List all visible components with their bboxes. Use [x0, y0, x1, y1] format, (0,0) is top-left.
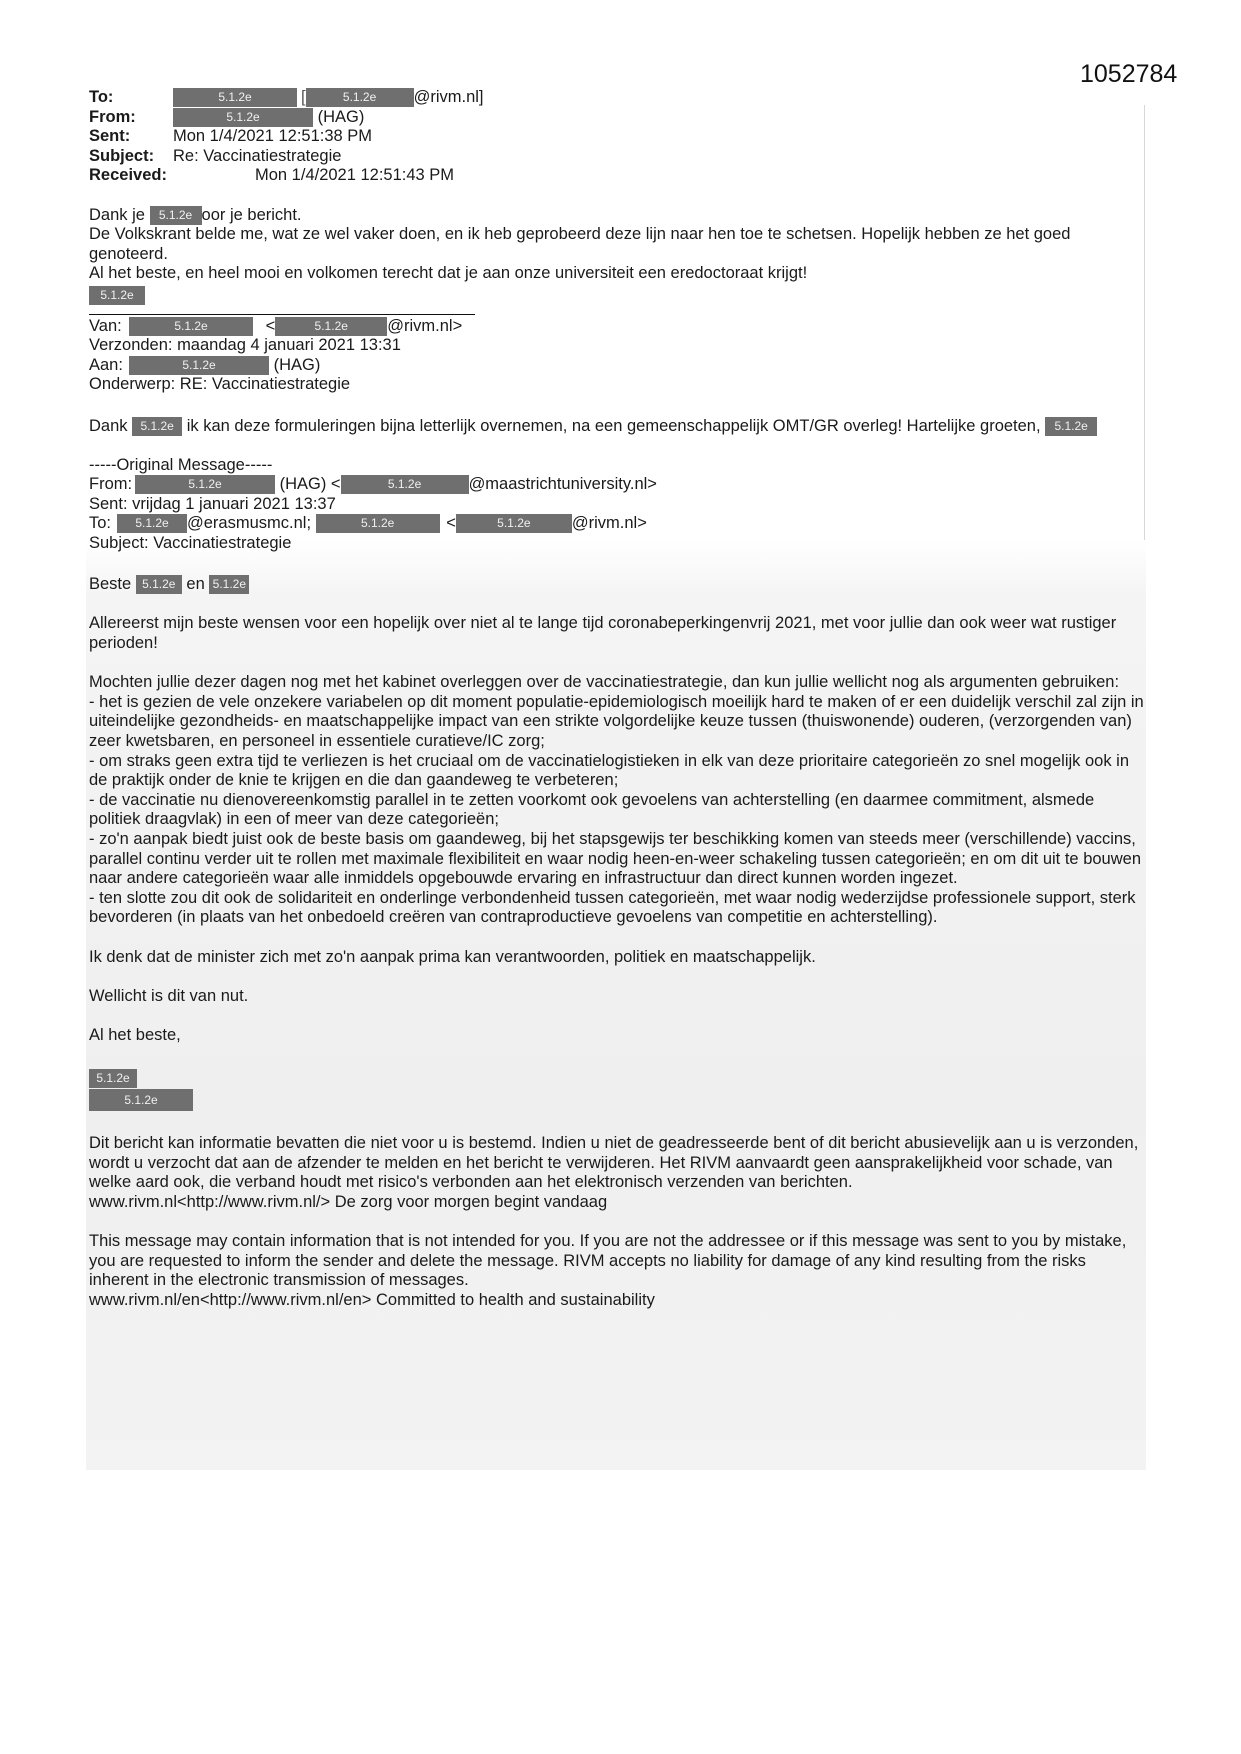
reply-paragraph: De Volkskrant belde me, wat ze wel vaker doen, en ik heb geprobeerd deze lijn naar hen toe te schetsen. Hopelijk hebben ze het goed genoteerd. [89, 225, 1071, 263]
from-label: From: [89, 107, 136, 126]
reply-greeting-pre: Dank je [89, 205, 145, 224]
paragraph-closing: Al het beste, [89, 1025, 181, 1044]
redaction-box: 5.1.2e [173, 108, 313, 127]
argument-line: Mochten jullie dezer dagen nog met het kabinet overleggen over de vaccinatiestrategie, dan kun jullie wellicht nog als argumenten gebruiken: [89, 673, 1120, 692]
disclaimer-en: This message may contain information that is not intended for you. If you are not the addressee or if this message was sent to you by mistake, you are requested to inform the sender and delete the message. RIVM accepts no liability for damage of any kind resulting from the risks inherent in the electronic transmission of messages. [89, 1232, 1127, 1290]
original-to-suffix: @rivm.nl> [571, 514, 647, 533]
redaction-box: 5.1.2e [89, 286, 145, 305]
van-suffix: @rivm.nl> [387, 316, 463, 335]
original-greeting [89, 573, 1144, 595]
reply-greeting [89, 206, 1144, 226]
original-from-mid: (HAG) < [279, 475, 341, 494]
disclaimer-nl: Dit bericht kan informatie bevatten die niet voor u is bestemd. Indien u niet de geadresseerde bent of dit bericht abusievelijk aan u is verzonden, wordt u verzocht dat aan de afzender te melden en het bericht te verwijderen. Het RIVM aanvaardt geen aansprakelijkheid voor schade, van welke aard ook, die verband houdt met risico's verbonden aan het elektronisch verzenden van berichten. [89, 1134, 1139, 1192]
argument-line: - zo'n aanpak biedt juist ook de beste basis om gaandeweg, bij het stapsgewijs ter beschikking komen van steeds meer (verschillende) vaccins, parallel continu verder uit te rollen met maximale flexibiliteit en waar nodig heen-en-weer schakeling tussen categorieën; en om dit uit te bouwen naar andere categorieën waar alle inmiddels opgebouwde ervaring en infrastructuur dan direct kunnen worden ingezet. [89, 829, 1141, 888]
disclaimer-en-link: www.rivm.nl/en<http://www.rivm.nl/en> Committed to health and sustainability [89, 1291, 655, 1310]
original-to-label: To: [89, 514, 112, 533]
redaction-box: 5.1.2e [136, 575, 182, 594]
sent-value: Mon 1/4/2021 12:51:38 PM [173, 127, 373, 146]
redaction-box: 5.1.2e [129, 317, 253, 336]
greeting-pre: Beste [89, 575, 132, 594]
redaction-box: 5.1.2e [1045, 417, 1097, 436]
to-suffix: @rivm.nl] [413, 88, 484, 106]
greeting-mid: en [186, 575, 205, 594]
redaction-box: 5.1.2e [129, 356, 269, 375]
forward-verzonden-row: Verzonden: maandag 4 januari 2021 13:31 [89, 336, 401, 355]
original-separator: -----Original Message----- [89, 455, 273, 474]
forward-aan-row [89, 356, 1144, 376]
redaction-box: 5.1.2e [275, 317, 387, 336]
original-subject-row: Subject: Vaccinatiestrategie [89, 534, 292, 553]
redaction-box: 5.1.2e [89, 1089, 193, 1111]
redaction-box: 5.1.2e [341, 475, 469, 494]
received-label: Received: [89, 166, 167, 185]
original-sent-row: Sent: vrijdag 1 januari 2021 13:37 [89, 494, 336, 513]
aan-label: Aan: [89, 355, 123, 374]
redaction-box: 5.1.2e [456, 514, 572, 533]
received-value: Mon 1/4/2021 12:51:43 PM [255, 166, 455, 185]
header-to-row: To: 5.1.2e [ 5.1.2e @rivm.nl] [89, 88, 484, 106]
aan-suffix: (HAG) [273, 355, 321, 374]
original-to-row: To: 5.1.2e @erasmusmc.nl; 5.1.2e < 5.1.2e @rivm.nl> [89, 514, 647, 533]
redaction-box: 5.1.2e [117, 514, 187, 533]
header-subject-row [89, 147, 1144, 167]
forward-onderwerp-row: Onderwerp: RE: Vaccinatiestrategie [89, 375, 351, 394]
disclaimer-nl-link: www.rivm.nl<http://www.rivm.nl/> De zorg voor morgen begint vandaag [89, 1193, 608, 1212]
forward-body [89, 415, 1144, 437]
argument-line: - ten slotte zou dit ook de solidariteit en onderlinge verbondenheid tussen categorieën, met waar nodig wederzijdse professionele support, sterk bevorderen (in plaats van het onbedoeld creëren van contraproductieve gevoelens van competitie en achterstelling). [89, 888, 1136, 927]
redaction-box: 5.1.2e [132, 417, 182, 436]
forward-van-row: Van: 5.1.2e < 5.1.2e @rivm.nl> [89, 316, 463, 335]
redaction-box: 5.1.2e [316, 514, 440, 533]
original-from-row [89, 475, 1144, 495]
argument-line: - het is gezien de vele onzekere variabelen op dit moment populatie-epidemiologisch moeilijk hard te maken of er een duidelijk verschil zal zijn in uiteindelijke gezondheids- en maatschappelijke impact van een strikte volgordelijke keuze tussen (thuiswonende) ouderen, (verzorgenden van) zeer kwetsbaren, en personeel in essentiele curatieve/IC zorg; [89, 692, 1144, 750]
paragraph-minister: Ik denk dat de minister zich met zo'n aanpak prima kan verantwoorden, politiek en maatschappelijk. [89, 947, 816, 966]
redaction-box: 5.1.2e [150, 206, 202, 225]
header-sent-row [89, 127, 1144, 147]
argument-line: - de vaccinatie nu dienovereenkomstig parallel in te zetten voorkomt ook gevoelens van achterstelling (en daarmee commitment, alsmede politiek draagvlak) in een of meer van deze categorieën; [89, 790, 1095, 829]
from-suffix: (HAG) [317, 107, 365, 126]
forward-body-post: ik kan deze formuleringen bijna letterlijk overnemen, na een gemeenschappelijk OMT/GR overleg! Hartelijke groeten, [186, 416, 1041, 435]
subject-label: Subject: [89, 146, 155, 165]
van-label: Van: [89, 316, 122, 335]
redaction-box: 5.1.2e [209, 575, 249, 594]
redaction-box: 5.1.2e [173, 88, 297, 107]
redaction-box: 5.1.2e [135, 475, 275, 494]
redaction-box: 5.1.2e [89, 1069, 137, 1088]
redaction-box: 5.1.2e [306, 88, 414, 107]
header-received-row [89, 166, 1144, 186]
to-label: To: [89, 88, 114, 106]
reply-closing: Al het beste, en heel mooi en volkomen terecht dat je aan onze universiteit een eredoctoraat krijgt! [89, 264, 808, 283]
subject-value: Re: Vaccinatiestrategie [173, 146, 342, 165]
paragraph-nut: Wellicht is dit van nut. [89, 986, 249, 1005]
page-edge-line [1144, 105, 1145, 545]
header-from-row [89, 108, 1144, 128]
argument-line: - om straks geen extra tijd te verliezen is het cruciaal om de vaccinatielogistieken in elk van deze prioritaire categorieën zo snel mogelijk ook in de praktijk onder de knie te krijgen en die dan gaandeweg te verbeteren; [89, 751, 1130, 790]
sent-label: Sent: [89, 127, 131, 146]
original-to-mid: @erasmusmc.nl; [187, 514, 312, 533]
paragraph-wishes: Allereerst mijn beste wensen voor een hopelijk over niet al te lange tijd coronabeperkingenvrij 2021, met voor jullie dan ook weer wat rustiger perioden! [89, 614, 1117, 653]
original-from-label: From: [89, 475, 133, 494]
reply-greeting-post: oor je bericht. [201, 205, 302, 224]
document-number: 1052784 [1080, 60, 1178, 88]
separator-line [89, 314, 475, 315]
forward-body-pre: Dank [89, 416, 128, 435]
email-document [89, 88, 1144, 1311]
original-from-suffix: @maastrichtuniversity.nl> [468, 475, 657, 494]
